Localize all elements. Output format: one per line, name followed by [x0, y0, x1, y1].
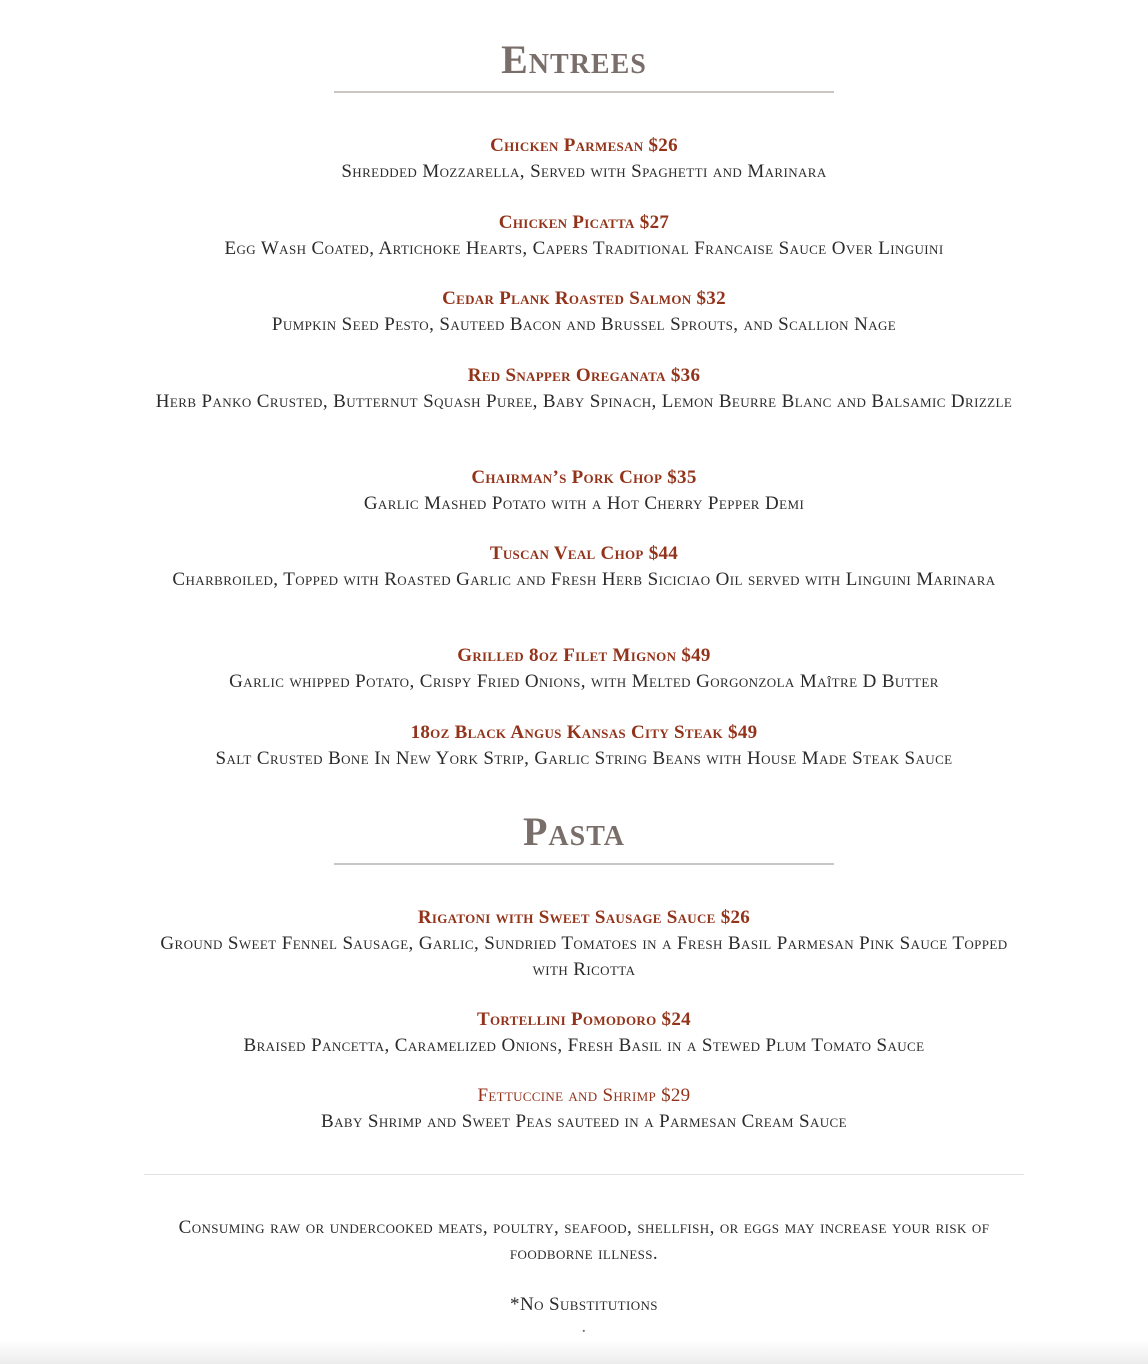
- menu-item: [144, 134, 1024, 185]
- menu-item: [144, 644, 1024, 695]
- section-underline: [334, 863, 834, 865]
- menu-item-name: Tortellini Pomodoro $24: [477, 1009, 691, 1030]
- menu-item-name: Chairman’s Pork Chop $35: [471, 467, 697, 488]
- menu-item-name: Tuscan Veal Chop $44: [489, 543, 679, 564]
- menu-item-description: Salt Crusted Bone In New York Strip, Garlic String Beans with House Made Steak Sauce: [215, 748, 953, 769]
- menu-item-description: Garlic Mashed Potato with a Hot Cherry Pepper Demi: [363, 493, 805, 514]
- foodborne-illness-warning: Consuming raw or undercooked meats, poultry, seafood, shellfish, or eggs may increase your risk of foodborne illness.: [178, 1217, 990, 1264]
- menu-item-description: Herb Panko Crusted, Butternut Squash Puree, Baby Spinach, Lemon Beurre Blanc and Balsamic Drizzle: [155, 391, 1013, 412]
- menu-item-name: Fettuccine and Shrimp $29: [477, 1085, 691, 1106]
- no-substitutions-note: *No Substitutions: [510, 1294, 658, 1315]
- section-underline: [334, 91, 834, 93]
- section-title-pasta: Pasta: [522, 809, 626, 854]
- bottom-fade: [0, 1340, 1148, 1364]
- menu-item-name: Rigatoni with Sweet Sausage Sauce $26: [417, 907, 751, 928]
- menu-item: [144, 466, 1024, 517]
- footer-divider: [144, 1174, 1024, 1175]
- menu-item-description: Shredded Mozzarella, Served with Spaghetti and Marinara: [341, 161, 827, 182]
- menu-item-name: Chicken Picatta $27: [498, 212, 670, 233]
- menu-item-name: Red Snapper Oreganata $36: [467, 365, 701, 386]
- menu-item-name: 18oz Black Angus Kansas City Steak $49: [410, 722, 758, 743]
- section-title-entrees: Entrees: [501, 37, 647, 82]
- menu-item-name: Grilled 8oz Filet Mignon $49: [457, 645, 711, 666]
- menu-item-description: Braised Pancetta, Caramelized Onions, Fresh Basil in a Stewed Plum Tomato Sauce: [243, 1035, 925, 1056]
- menu-item: [144, 211, 1024, 262]
- menu-item-name: Chicken Parmesan $26: [490, 135, 678, 156]
- menu-item-description: Garlic whipped Potato, Crispy Fried Onions, with Melted Gorgonzola Maître D Butter: [229, 671, 939, 692]
- menu-item: [144, 364, 1024, 415]
- menu-item-description: Ground Sweet Fennel Sausage, Garlic, Sundried Tomatoes in a Fresh Basil Parmesan Pink Sauce Topped with Ricotta: [160, 933, 1008, 980]
- menu-item-description: Pumpkin Seed Pesto, Sauteed Bacon and Brussel Sprouts, and Scallion Nage: [271, 314, 897, 335]
- menu-item-description: Charbroiled, Topped with Roasted Garlic and Fresh Herb Siciciao Oil served with Linguini Marinara: [172, 569, 996, 590]
- menu-item: [144, 1084, 1024, 1135]
- menu-item: [144, 906, 1024, 983]
- menu-item: [144, 542, 1024, 593]
- menu-item: [144, 287, 1024, 338]
- menu-item: [144, 1008, 1024, 1059]
- menu-item-description: Baby Shrimp and Sweet Peas sauteed in a Parmesan Cream Sauce: [321, 1111, 847, 1132]
- trailing-dot: .: [581, 1316, 587, 1337]
- menu-item-description: Egg Wash Coated, Artichoke Hearts, Capers Traditional Francaise Sauce Over Linguini: [224, 238, 944, 259]
- menu-item: [144, 721, 1024, 772]
- menu-item-name: Cedar Plank Roasted Salmon $32: [442, 288, 726, 309]
